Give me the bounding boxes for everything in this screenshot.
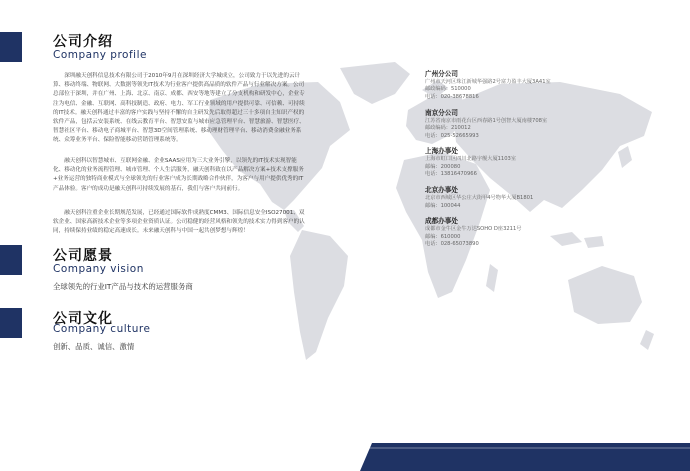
office-item: [425, 70, 605, 101]
office-postcode: 邮政编码：210012: [425, 125, 471, 132]
office-list: [425, 70, 605, 256]
office-phone: 电话：028-65073890: [425, 241, 479, 248]
profile-title: 公司介绍: [53, 34, 113, 50]
vision-subtitle: Company vision: [53, 263, 144, 275]
office-address: 上海市虹口区四川北路宇舰大厦1103室: [425, 156, 517, 163]
office-postcode: 邮编：200080: [425, 163, 461, 170]
profile-paragraph: 融天创科注重企业长期规范发展，已经通过国际软件成熟度CMM3、国际信息安全ISO27001、双软企业、国家高新技术企业等多项企业资质认证。公司稳健的经营风格和领先的技术实力得到客户的认同，持续保持业绩的稳定高速成长。未来融天创科与中国一起共创梦想与辉煌！: [53, 210, 305, 235]
section-marker: [0, 245, 22, 275]
office-postcode: 邮编：610000: [425, 233, 461, 240]
office-name: 广州分公司: [425, 70, 458, 78]
section-marker: [0, 32, 22, 62]
culture-text: 创新、品质、诚信、激情: [53, 342, 135, 351]
office-item: [425, 147, 605, 178]
office-phone: 电话：025-52665993: [425, 132, 479, 139]
office-phone: 电话：13816470966: [425, 171, 477, 178]
culture-subtitle: Company culture: [53, 323, 151, 335]
section-marker: [0, 308, 22, 338]
office-item: [425, 217, 605, 248]
profile-paragraph: 融天创科以智慧城市、互联网金融、企业SAAS应用为三大业务引擎，以领先的IT技术实现智能化、移动化的业务流程管理、城市管理、个人生活服务，融天创科致在以产品解决方案+技术支撑服务+业务运营的独特商业模式与全球领先的行业客户成为长期战略合作伙伴，为客户与用户提供优秀的IT产品体验。客户的成功是融天创科可持续发展的基石，我们与客户共同前行。: [53, 158, 304, 192]
office-address: 广州市天河区珠江新城华强路2号富力盈丰大厦3A41室: [425, 79, 551, 85]
office-phone: 电话：020-38678816: [425, 93, 479, 100]
office-name: 北京办事处: [425, 186, 458, 195]
office-address: 成都市金牛区金牛万达SOHO D座3211号: [425, 226, 522, 233]
office-name: 南京分公司: [425, 108, 458, 117]
office-postcode: 邮政编码：510000: [425, 86, 471, 93]
office-item: [425, 109, 605, 140]
office-name: 成都办事处: [425, 217, 458, 226]
culture-title: 公司文化: [53, 311, 113, 327]
office-address: 江苏省南京市雨花台区西春路1号创智大厦南楼708室: [425, 117, 548, 124]
office-name: 上海办事处: [425, 147, 458, 156]
profile-paragraph: 深圳融天创科信息技术有限公司于2010年9月在深圳经济大学城成立，公司致力于以先进的云计算、移动终端、物联网、大数据等领先IT技术为行业客户提供高品质的软件产品与行业解决方案。公司总部位于深圳，并在广州、上海、北京、南京、成都、西安等地等建立了分支机构和研发中心，企业专注为电信、金融、互联网、高科技制造、政府、电力、军工行业领域的用户提供可靠、可信赖、可持续的IT技术。融天创科通过丰富的客户实践与坚持不懈的自主研发先后取得超过三十多项自主知识产权的软件产品，包括云安装系统、在线云教育平台、智慧安监与城市应急管理平台、智慧旅游、智慧医疗、智慧社区平台、移动电子商城平台、智慧3D空间管理系统、移动理财管理平台、移动消费金融业务系统、众筹业务平台、保险智能移动营销管理系统等。: [53, 73, 305, 144]
vision-title: 公司愿景: [53, 248, 113, 264]
profile-subtitle: Company profile: [53, 49, 147, 61]
office-item: [425, 186, 605, 210]
decorative-band: [360, 443, 690, 471]
vision-text: 全球领先的行业IT产品与技术的运营服务商: [53, 282, 193, 291]
office-postcode: 邮编：100044: [425, 202, 461, 209]
office-address: 北京市西城区华公庄大街甲4号物华大厦B1801: [425, 195, 534, 202]
